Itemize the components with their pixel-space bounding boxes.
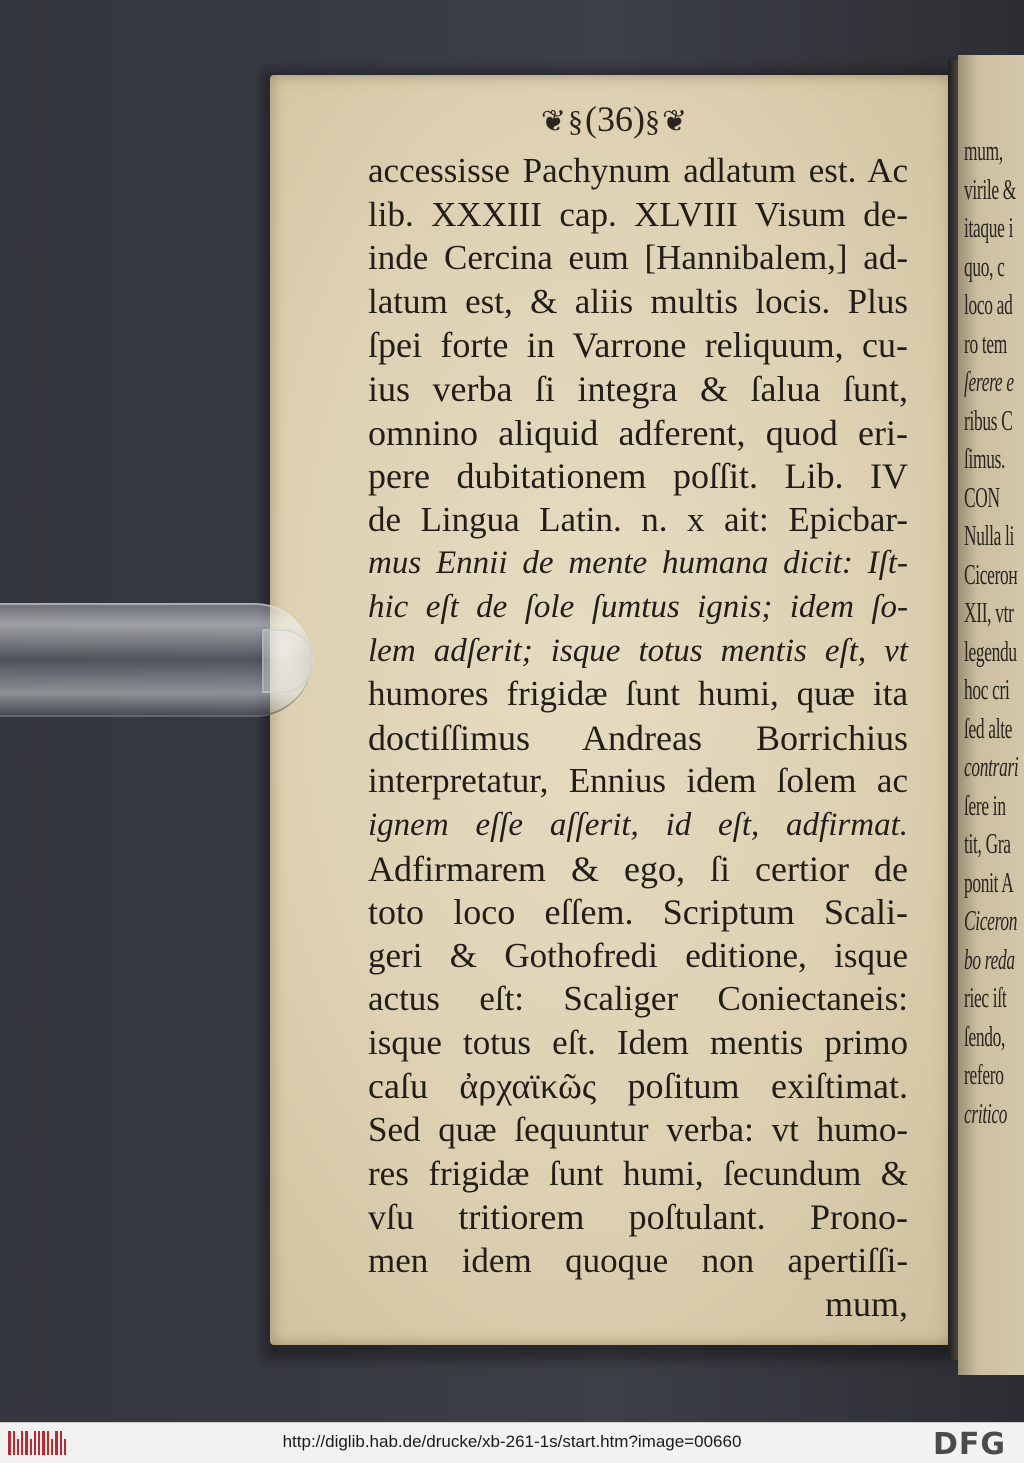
- facing-page-line: ſendo,: [964, 1021, 1006, 1053]
- text-line: interpretatur, Ennius idem ſolem ac: [368, 761, 908, 801]
- text-line: Sed quæ ſequuntur verba: vt humo-: [368, 1110, 908, 1150]
- text-line: pere dubitationem poſſit. Lib. IV: [368, 456, 908, 497]
- page-number: (36): [585, 99, 645, 139]
- text-line: latum est, & aliis multis locis. Plus: [368, 281, 908, 321]
- facing-page-line: ſerere e: [964, 367, 1014, 398]
- text-line: doctiſſimus Andreas Borrichius: [368, 717, 908, 758]
- facing-page-line: hoc cri: [964, 675, 1010, 706]
- text-line: ius verba ſi integra & ſalua ſunt,: [368, 368, 908, 409]
- text-line: res frigidæ ſunt humi, ſecundum &: [368, 1153, 908, 1193]
- facing-page-line: virile &: [964, 174, 1017, 206]
- text-line: geri & Gothofredi editione, isque: [368, 935, 908, 975]
- page-text-block: [368, 150, 908, 1327]
- text-line: hic eſt de ſole ſumtus ignis; idem ſo-: [368, 588, 908, 625]
- facing-page-line: loco ad: [964, 290, 1013, 321]
- text-line: toto loco eſſem. Scriptum Scali-: [368, 892, 908, 933]
- text-line: inde Cercina eum [Hannibalem,] ad-: [368, 238, 908, 278]
- facing-page-line: Ciceron: [964, 906, 1018, 937]
- facing-page-line: riec iſt: [964, 983, 1007, 1014]
- facing-page-line: ſimus.: [964, 444, 1006, 475]
- footer-url[interactable]: http://diglib.hab.de/drucke/xb-261-1s/start.htm?image=00660: [282, 1432, 742, 1451]
- viewer-footer: [0, 1422, 1024, 1463]
- facing-page-line: XII, vtr: [964, 598, 1014, 629]
- facing-page-line: tit, Gra: [964, 829, 1011, 860]
- facing-page-line: legendu: [964, 636, 1017, 668]
- facing-page-line: ſere in: [964, 790, 1006, 822]
- page-clamp: [0, 593, 312, 721]
- text-line: mus Ennii de mente humana dicit: Iſt-: [368, 545, 908, 582]
- facing-page-line: ro tem: [964, 328, 1007, 360]
- text-line: accessisse Pachynum adlatum est. Ac: [368, 151, 908, 190]
- ornament-left-icon: ❦§: [540, 105, 585, 138]
- facing-page: [958, 55, 1024, 1375]
- facing-page-line: critico: [964, 1098, 1008, 1130]
- facing-page-text: [964, 133, 1024, 1134]
- text-line: Adfirmarem & ego, ſi certior de: [368, 848, 908, 889]
- facing-page-line: bo reda: [964, 944, 1015, 976]
- text-line: men idem quoque non apertiſſi-: [368, 1240, 908, 1280]
- text-line: omnino aliquid adferent, quod eri-: [368, 412, 908, 453]
- text-line: lem adſerit; isque totus mentis eſt, vt: [368, 632, 908, 669]
- facing-page-line: mum,: [964, 136, 1003, 167]
- text-line: vſu tritiorem poſtulant. Prono-: [368, 1197, 908, 1238]
- text-line: humores frigidæ ſunt humi, quæ ita: [368, 674, 908, 714]
- page-header: [270, 98, 960, 140]
- text-line: mum,: [824, 1284, 908, 1325]
- facing-page-line: refero: [964, 1060, 1004, 1091]
- facing-page-line: ponit A: [964, 867, 1014, 899]
- text-line: de Lingua Latin. n. x ait: Epicbar-: [368, 499, 908, 539]
- facing-page-line: quo, c: [964, 251, 1005, 283]
- ornament-right-icon: §❦: [644, 105, 690, 138]
- facing-page-line: itaque i: [964, 213, 1014, 244]
- text-line: caſu ἀρχαϊκῶς poſitum exiſtimat.: [368, 1066, 908, 1107]
- text-line: ſpei forte in Varrone reliquum, cu-: [368, 325, 908, 366]
- text-line: actus eſt: Scaliger Coniectaneis:: [368, 979, 908, 1019]
- facing-page-line: contrari: [964, 752, 1019, 783]
- facing-page-line: CON: [964, 482, 1000, 514]
- text-line: lib. XXXIII cap. XLVIII Visum de-: [368, 194, 908, 234]
- text-line: ignem eſſe aſſerit, id eſt, adfirmat.: [368, 806, 908, 843]
- facing-page-line: ſed alte: [964, 713, 1013, 745]
- facing-page-line: ribus C: [964, 405, 1013, 437]
- text-line: isque totus eſt. Idem mentis primo: [368, 1022, 908, 1062]
- dfg-logo: DFG: [932, 1427, 1006, 1462]
- facing-page-line: Cicerон: [964, 559, 1018, 591]
- facing-page-line: Nulla li: [964, 521, 1015, 552]
